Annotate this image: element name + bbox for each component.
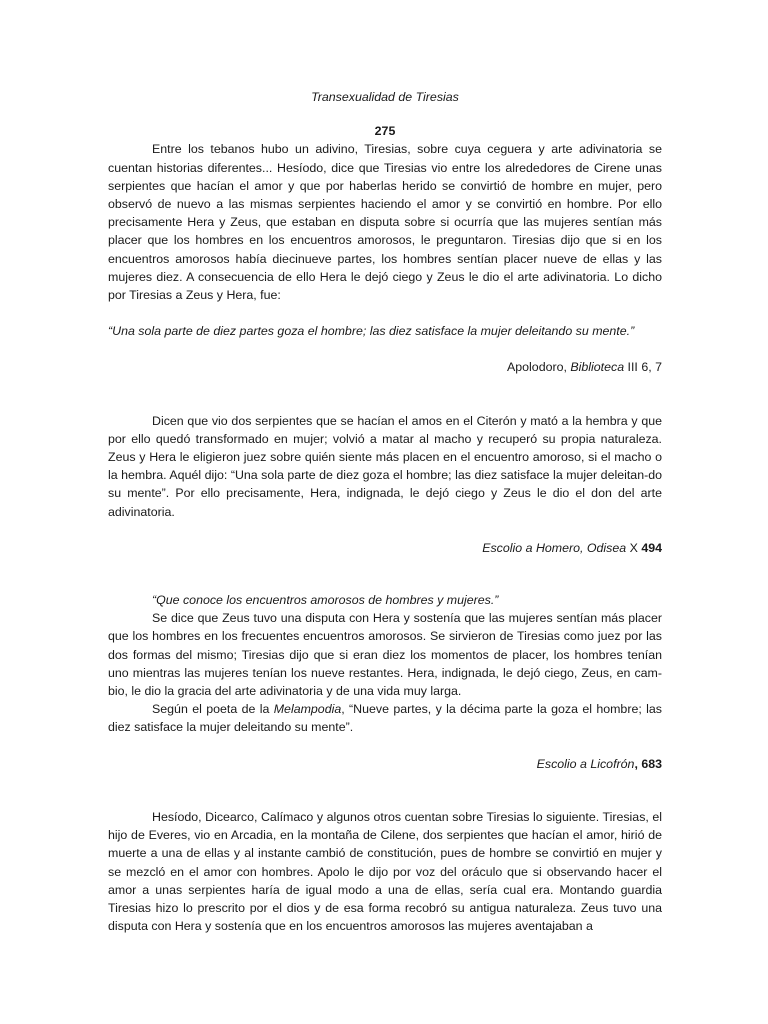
paragraph-escolio-homero: Dicen que vio dos serpientes que se hacían el amos en el Citerón y mató a la hembra y que por ello quedó transformado en mujer; volvió a matar al macho y recuperó su propia naturaleza. Zeus y Hera le eligieron juez sobre quién siente más placen en el encuentro amoroso, si el macho o la hembra. Aquél dijo: “Una sola parte de diez goza el hombre; las diez satisface la mujer deleitan-do su mente”. Por ello precisamente, Hera, indignada, le dejó ciego y Zeus le dio el don del arte adivinatoria. [108, 413, 662, 519]
quote-escolio-licofron: “Que conoce los encuentros amorosos de hombres y mujeres.” [152, 593, 499, 608]
citation-escolio-homero: Escolio a Homero, Odisea X 494 [482, 540, 662, 555]
paragraph-escolio-licofron: Se dice que Zeus tuvo una disputa con Hera y sostenía que las mujeres sentían más placer que los hombres en los frecuentes encuentros amorosos. Se sirvieron de Tiresias como juez por las dos formas del mismo; Tiresias dijo que si eran diez los momentos de placer, los hombres tenían uno mientras las mujeres tenían los nueve restantes. Hera, indignada, le dejó ciego, Zeus, en cam-bio, le dio la gracia del arte adivinatoria y de una vida muy larga. [108, 611, 662, 699]
citation-escolio-licofron: Escolio a Licofrón, 683 [536, 756, 662, 771]
document-title: Transexualidad de Tiresias [311, 90, 459, 104]
paragraph-apolodoro: Entre los tebanos hubo un adivino, Tiresias, sobre cuya ceguera y arte adivinatoria se cuentan historias diferentes... Hesíodo, dice que Tiresias vio entre los alrededores de Cirene unas serpientes que hacían el amor y que por haberlas herido se convirtió de hombre en mujer, pero observó de nuevo a las mismas serpientes haciendo el amor y se convirtió en hombre. Por ello precisamente Hera y Zeus, que estaban en disputa sobre si ocurría que las mujeres sentían más placer que los hombres en los encuentros amorosos, le preguntaron. Tiresias dijo que si en los encuentros amorosos había diecinueve partes, los hombres sentían placer nueve de ellas y las mujeres diez. A consecuencia de ello Hera le dejó ciego y Zeus le dio el arte adivinatoria. Lo dicho por Tiresias a Zeus y Hera, fue: [108, 142, 662, 303]
citation-apolodoro: Apolodoro, Biblioteca III 6, 7 [507, 360, 662, 375]
quote-apolodoro: “Una sola parte de diez partes goza el hombre; las diez satisface la mujer deleitando su mente.” [108, 324, 635, 339]
paragraph-hesiodo: Hesíodo, Dicearco, Calímaco y algunos otros cuentan sobre Tiresias lo siguiente. Tiresias, el hijo de Everes, vio en Arcadia, en la montaña de Cilene, dos serpientes que hacían el amor, hirió de muerte a una de ellas y al instante cambió de constitución, pues de hombre se convirtió en mujer y se mezcló en el amor con hombres. Apolo le dijo por voz del oráculo que si observando hacer el amor a unas serpientes haría de igual modo a una de ellas, sería cual era. Montando guardia Tiresias hizo lo prescrito por el dios y de esa forma recobró su antigua naturaleza. Zeus tuvo una disputa con Hera y sostenía que en los encuentros amorosos las mujeres aventajaban a [108, 809, 662, 934]
fragment-number: 275 [374, 124, 396, 139]
paragraph-melampodia: Según el poeta de la Melampodia, “Nueve partes, y la décima parte la goza el hombre; las diez satisface la mujer deleitando su mente”. [108, 702, 662, 735]
